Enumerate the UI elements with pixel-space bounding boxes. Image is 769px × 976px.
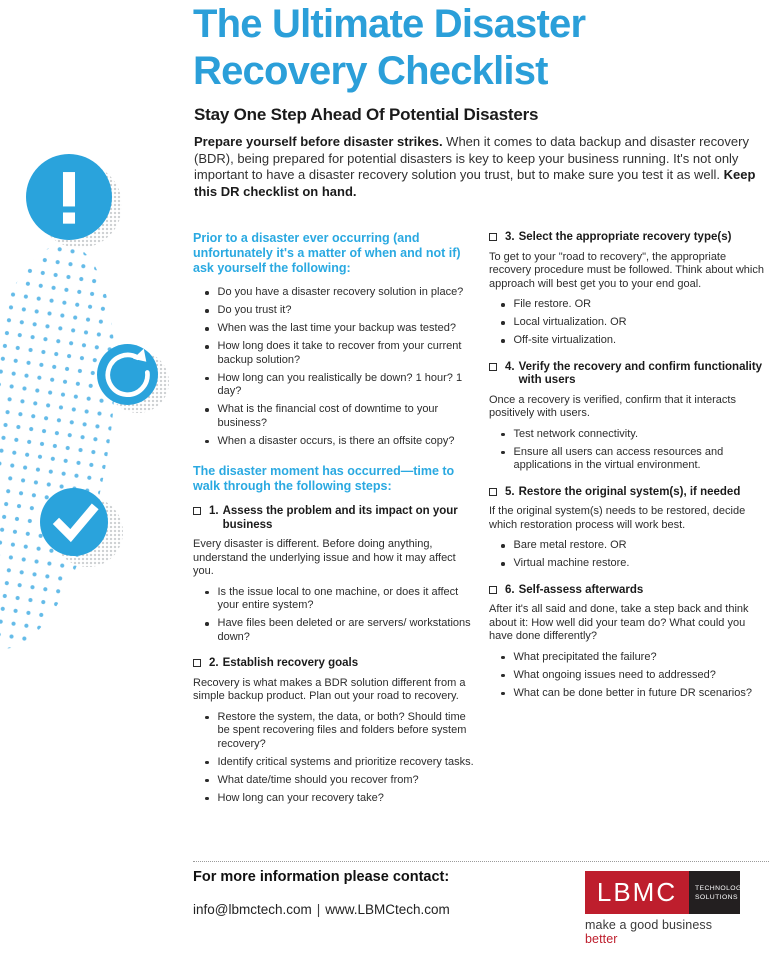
page-title xyxy=(193,1,769,95)
list-item xyxy=(501,669,769,683)
intro-paragraph xyxy=(194,134,760,200)
step-number: 4. xyxy=(505,360,515,373)
list-item-text: Bare metal restore. OR xyxy=(513,539,627,551)
list-item-text: When a disaster occurs, is there an offsite copy? xyxy=(217,434,455,447)
step-checkbox[interactable] xyxy=(489,488,497,496)
bullet-dot xyxy=(205,291,209,295)
list-item xyxy=(501,651,769,665)
list-item-text: What is the financial cost of downtime to your business? xyxy=(217,403,439,429)
list-item-text: How long can your recovery take? xyxy=(217,791,384,804)
list-item xyxy=(501,316,769,330)
bullet-dot xyxy=(205,761,209,765)
list-item-text: File restore. OR xyxy=(513,298,592,310)
step-5 xyxy=(489,486,769,571)
alert-badge xyxy=(26,154,112,240)
check-badge xyxy=(40,488,108,556)
list-item-text: Is the issue local to one machine, or does it affect your entire system? xyxy=(217,585,459,611)
bullet-dot xyxy=(205,779,209,783)
list-item xyxy=(205,617,474,644)
list-item xyxy=(501,334,769,348)
step-body: If the original system(s) needs to be restored, decide which restoration process will work best. xyxy=(489,505,746,531)
refresh-icon xyxy=(97,344,158,405)
step-5-header xyxy=(489,486,769,500)
list-item xyxy=(205,304,474,318)
list-item-text: Have files been deleted or are servers/ workstations down? xyxy=(217,617,471,643)
lbmc-logo-boxes xyxy=(585,871,745,914)
step-6 xyxy=(489,584,769,701)
checkmark-icon xyxy=(40,488,108,556)
bullet-dot xyxy=(501,321,505,325)
list-item xyxy=(501,298,769,312)
contact-line xyxy=(193,902,450,917)
step-number: 3. xyxy=(505,231,515,243)
lbmc-unit-line1: TECHNOLOGY xyxy=(695,884,747,892)
list-item-text: How long can you realistically be down? 1 hour? 1 day? xyxy=(217,371,463,397)
step-body: Once a recovery is verified, confirm that it interacts positively with users. xyxy=(489,393,736,419)
contact-website[interactable]: www.LBMCtech.com xyxy=(325,902,450,917)
step-1-header xyxy=(193,505,474,532)
step-4-bullets xyxy=(489,428,769,473)
lbmc-unit-line2: SOLUTIONS xyxy=(695,893,738,901)
page-subtitle: Stay One Step Ahead Of Potential Disasters xyxy=(194,105,539,124)
bullet-dot xyxy=(501,451,505,455)
list-item xyxy=(501,539,769,553)
step-number: 6. xyxy=(505,583,515,596)
steps-heading: The disaster moment has occurred—time to walk through the following steps: xyxy=(193,464,455,493)
list-item xyxy=(205,403,474,430)
bullet-dot xyxy=(501,544,505,548)
right-column xyxy=(489,231,769,713)
bullet-dot xyxy=(501,656,505,660)
bullet-dot xyxy=(501,562,505,566)
step-body: To get to your "road to recovery", the appropriate recovery procedure must be followed. Think about which approach will best get you to your end goal. xyxy=(489,250,764,290)
list-item-text: What date/time should you recover from? xyxy=(217,773,419,786)
lbmc-logo xyxy=(585,871,745,946)
step-checkbox[interactable] xyxy=(193,507,201,515)
bullet-dot xyxy=(205,327,209,331)
contact-separator: | xyxy=(316,902,321,917)
step-1 xyxy=(193,505,474,644)
bullet-dot xyxy=(205,591,209,595)
list-item-text: Test network connectivity. xyxy=(513,427,639,440)
list-item-text: Do you trust it? xyxy=(217,304,292,316)
step-2-header xyxy=(193,657,474,671)
step-6-bullets xyxy=(489,651,769,701)
left-column xyxy=(193,231,474,818)
step-checkbox[interactable] xyxy=(489,233,497,241)
step-number: 5. xyxy=(505,485,515,498)
step-title: Establish recovery goals xyxy=(222,657,359,669)
step-3 xyxy=(489,231,769,348)
list-item xyxy=(205,372,474,399)
footer-divider xyxy=(193,861,769,862)
questions-list xyxy=(193,286,474,448)
exclamation-icon xyxy=(26,154,112,240)
list-item-text: What ongoing issues need to addressed? xyxy=(513,668,716,681)
bullet-dot xyxy=(501,692,505,696)
list-item-text: Virtual machine restore. xyxy=(513,557,630,569)
list-item-text: Identify critical systems and prioritize recovery tasks. xyxy=(217,755,474,768)
list-item xyxy=(205,340,474,367)
lbmc-brand-text: LBMC xyxy=(596,877,678,907)
step-checkbox[interactable] xyxy=(489,363,497,371)
bullet-dot xyxy=(205,408,209,412)
contact-heading: For more information please contact: xyxy=(193,869,450,885)
step-title: Self-assess afterwards xyxy=(518,583,644,596)
step-body: After it's all said and done, take a step back and think about it: How well did your team do? What could you have done differently? xyxy=(489,603,749,642)
contact-email[interactable]: info@lbmctech.com xyxy=(193,902,312,917)
list-item-text: When was the last time your backup was tested? xyxy=(217,322,456,334)
list-item xyxy=(205,711,474,752)
step-checkbox[interactable] xyxy=(193,659,201,667)
page-title-line1: The Ultimate Disaster xyxy=(193,2,586,46)
list-item-text: Restore the system, the data, or both? Should time be spent recovering files and folders before system recovery? xyxy=(217,710,467,750)
list-item xyxy=(501,446,769,473)
list-item xyxy=(205,286,474,300)
bullet-dot xyxy=(205,440,209,444)
refresh-badge xyxy=(97,344,158,405)
step-4-header xyxy=(489,361,769,388)
list-item-text: Ensure all users can access resources and applications in the virtual environment. xyxy=(513,445,724,471)
step-title: Restore the original system(s), if needed xyxy=(518,485,741,498)
intro-lead: Prepare yourself before disaster strikes. xyxy=(194,134,443,149)
step-3-bullets xyxy=(489,298,769,348)
step-number: 1. xyxy=(209,505,219,517)
bullet-dot xyxy=(205,309,209,313)
list-item xyxy=(205,586,474,613)
bullet-dot xyxy=(501,433,505,437)
lbmc-tagline xyxy=(585,918,745,946)
list-item xyxy=(205,774,474,788)
dot-pattern xyxy=(0,234,139,661)
bullet-dot xyxy=(501,674,505,678)
list-item-text: How long does it take to recover from your current backup solution? xyxy=(217,340,462,366)
bullet-dot xyxy=(501,303,505,307)
bullet-dot xyxy=(501,339,505,343)
intro-body: When it comes to data backup and disaster recovery (BDR), being prepared for potential disasters is key to keep your business running. It's not only important to have a disaster recovery solution you trust, but to make sure you test it as well. xyxy=(194,134,749,182)
step-number: 2. xyxy=(209,657,219,669)
list-item xyxy=(205,322,474,336)
bullet-dot xyxy=(205,345,209,349)
lbmc-unit-mark xyxy=(689,871,747,914)
step-1-bullets xyxy=(193,586,474,645)
bullet-dot xyxy=(205,377,209,381)
step-body: Recovery is what makes a BDR solution different from a simple backup product. Plan out your road to recovery. xyxy=(193,676,466,702)
intro-tail: Keep this DR checklist on hand. xyxy=(194,167,756,199)
step-6-header xyxy=(489,584,769,598)
step-title: Verify the recovery and confirm functionality with users xyxy=(518,360,763,386)
page-title-line2: Recovery Checklist xyxy=(193,49,548,93)
list-item-text: What precipitated the failure? xyxy=(513,650,657,663)
tagline-prefix: make a good business xyxy=(585,918,713,932)
step-5-bullets xyxy=(489,539,769,571)
list-item xyxy=(205,792,474,806)
step-title: Assess the problem and its impact on your business xyxy=(222,505,458,531)
list-item-text: What can be done better in future DR scenarios? xyxy=(513,686,752,699)
list-item-text: Do you have a disaster recovery solution in place? xyxy=(217,286,464,298)
bullet-dot xyxy=(205,622,209,626)
list-item xyxy=(501,428,769,442)
tagline-accent: better xyxy=(585,932,618,946)
questions-heading: Prior to a disaster ever occurring (and unfortunately it's a matter of when and not if) ask yourself the following: xyxy=(193,231,461,275)
list-item xyxy=(501,557,769,571)
list-item xyxy=(501,687,769,701)
step-4 xyxy=(489,361,769,473)
lbmc-brand-mark xyxy=(585,871,689,914)
list-item-text: Off-site virtualization. xyxy=(513,334,617,346)
step-checkbox[interactable] xyxy=(489,586,497,594)
list-item xyxy=(205,756,474,770)
bullet-dot xyxy=(205,797,209,801)
list-item-text: Local virtualization. OR xyxy=(513,316,627,328)
step-3-header xyxy=(489,231,769,245)
bullet-dot xyxy=(205,716,209,720)
step-2-bullets xyxy=(193,711,474,806)
step-title: Select the appropriate recovery type(s) xyxy=(518,231,732,243)
step-body: Every disaster is different. Before doing anything, understand the underlying issue and how it may affect you. xyxy=(193,538,456,577)
step-2 xyxy=(193,657,474,805)
list-item xyxy=(205,435,474,449)
